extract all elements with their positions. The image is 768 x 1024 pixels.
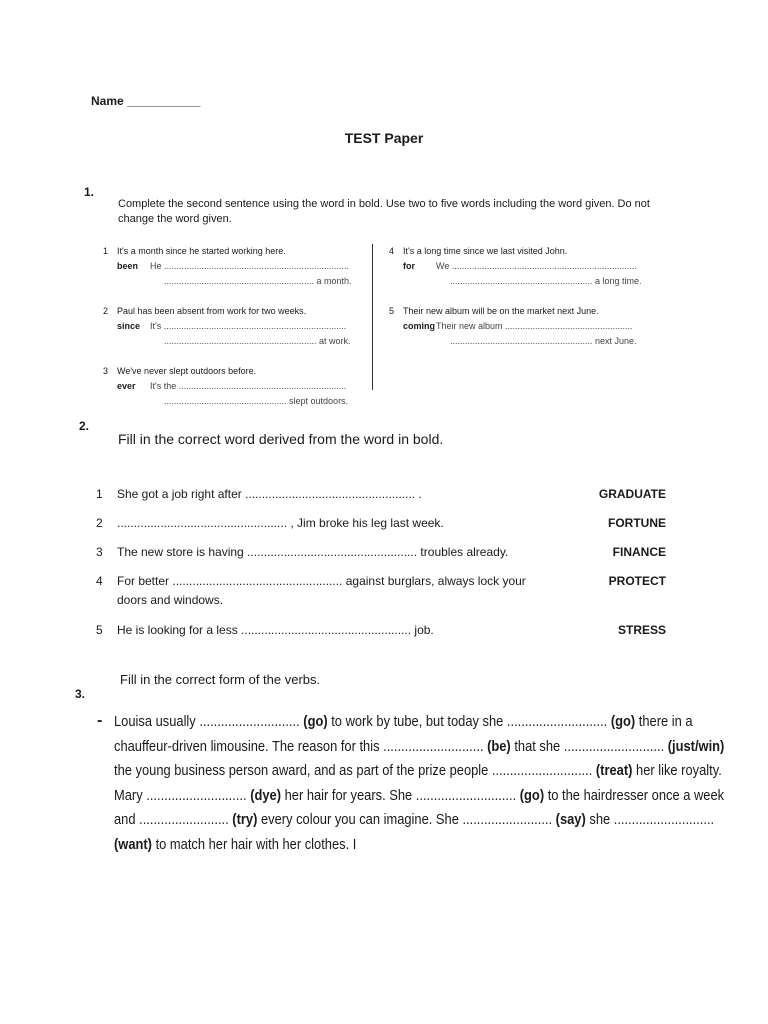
list-dash: -	[97, 712, 103, 729]
item-keyword: ever	[117, 381, 136, 391]
answer-line-2[interactable]: ............................................................. at work.	[164, 336, 351, 346]
item-keyword: coming	[403, 321, 436, 331]
cloze-line-5[interactable]: and ......................... (try) every colour you can imagine. She ......................... (say) she ............................	[114, 811, 715, 828]
word-formation-item-2	[96, 514, 666, 534]
transform-item-4	[389, 244, 642, 289]
word-formation-item-3	[96, 543, 666, 563]
transform-item-2	[103, 304, 351, 349]
section-number-3: 3.	[75, 687, 86, 701]
answer-line-1[interactable]: It's the ...................................................................	[150, 381, 347, 391]
transform-item-1	[103, 244, 352, 289]
item-text[interactable]: He is looking for a less ................................................... job.	[117, 623, 434, 637]
item-number: 2	[96, 516, 103, 530]
cloze-line-4[interactable]: Mary ............................ (dye) her hair for years. She ............................ (go) to the hairdresser once a week	[114, 786, 725, 804]
section-number-2: 2.	[79, 419, 90, 433]
item-sentence: It's a long time since we last visited John.	[403, 246, 568, 256]
answer-line-1[interactable]: We ..........................................................................	[436, 261, 637, 271]
item-sentence: It's a month since he started working here.	[117, 246, 286, 256]
item-number: 5	[96, 623, 103, 637]
answer-line-1[interactable]: It's .........................................................................	[150, 321, 347, 331]
word-formation-item-5	[96, 621, 666, 641]
item-sentence: Paul has been absent from work for two weeks.	[117, 306, 307, 316]
root-word: STRESS	[617, 623, 666, 637]
item-number: 3	[96, 545, 103, 559]
item-sentence: Their new album will be on the market next June.	[403, 306, 599, 316]
cloze-line-1[interactable]: Louisa usually ............................ (go) to work by tube, but today she ............................ (go) there in a	[114, 713, 693, 730]
item-number: 4	[96, 574, 103, 588]
item-number: 4	[389, 246, 395, 256]
cloze-line-3[interactable]: the young business person award, and as part of the prize people ............................ (treat) her like royalty.	[114, 762, 722, 779]
cloze-line-2[interactable]: chauffeur-driven limousine. The reason for this ............................ (be) that she ............................ (just/win)	[114, 737, 725, 755]
root-word: PROTECT	[608, 574, 666, 588]
answer-line-2[interactable]: ......................................................... next June.	[450, 336, 637, 346]
transform-item-3	[103, 364, 348, 409]
item-number: 2	[103, 306, 109, 316]
section1-instruction: Complete the second sentence using the word in bold. Use two to five words including the word given. Do not change the word given.	[118, 198, 650, 225]
word-formation-item-4	[96, 572, 666, 612]
section3-heading: Fill in the correct form of the verbs.	[120, 672, 321, 687]
page-title: TEST Paper	[344, 130, 424, 146]
item-keyword: been	[117, 261, 139, 271]
name-field-label: Name ___________	[91, 94, 201, 108]
item-sentence: We've never slept outdoors before.	[117, 366, 257, 376]
item-keyword: for	[403, 261, 415, 271]
column-divider	[372, 244, 373, 390]
item-text[interactable]: ................................................... , Jim broke his leg last week.	[117, 516, 444, 530]
item-number: 1	[96, 487, 103, 501]
item-number: 3	[103, 366, 109, 376]
answer-line-2[interactable]: ......................................................... a long time.	[450, 276, 642, 286]
answer-line-2[interactable]: ............................................................ a month.	[164, 276, 352, 286]
item-number: 5	[389, 306, 395, 316]
cloze-line-6[interactable]: (want) to match her hair with her clothes. I	[114, 835, 357, 853]
root-word: FORTUNE	[608, 516, 666, 530]
item-text[interactable]: She got a job right after ................................................... .	[117, 487, 422, 501]
section-number-1: 1.	[84, 185, 95, 199]
item-text[interactable]: The new store is having ................................................... troubles already.	[117, 545, 509, 559]
section2-heading: Fill in the correct word derived from the word in bold.	[118, 431, 444, 447]
transform-item-5	[389, 304, 637, 349]
root-word: FINANCE	[612, 545, 666, 559]
verb-cloze-paragraph	[114, 710, 739, 857]
item-text[interactable]: For better ................................................... against burglars, always lock your doors and windows.	[117, 574, 526, 607]
root-word: GRADUATE	[598, 487, 666, 501]
answer-line-1[interactable]: Their new album ...................................................	[436, 321, 633, 331]
word-formation-item-1	[96, 485, 666, 505]
answer-line-2[interactable]: ................................................. slept outdoors.	[164, 396, 349, 406]
answer-line-1[interactable]: He ..........................................................................	[150, 261, 350, 271]
item-number: 1	[103, 246, 109, 256]
item-keyword: since	[117, 321, 141, 331]
